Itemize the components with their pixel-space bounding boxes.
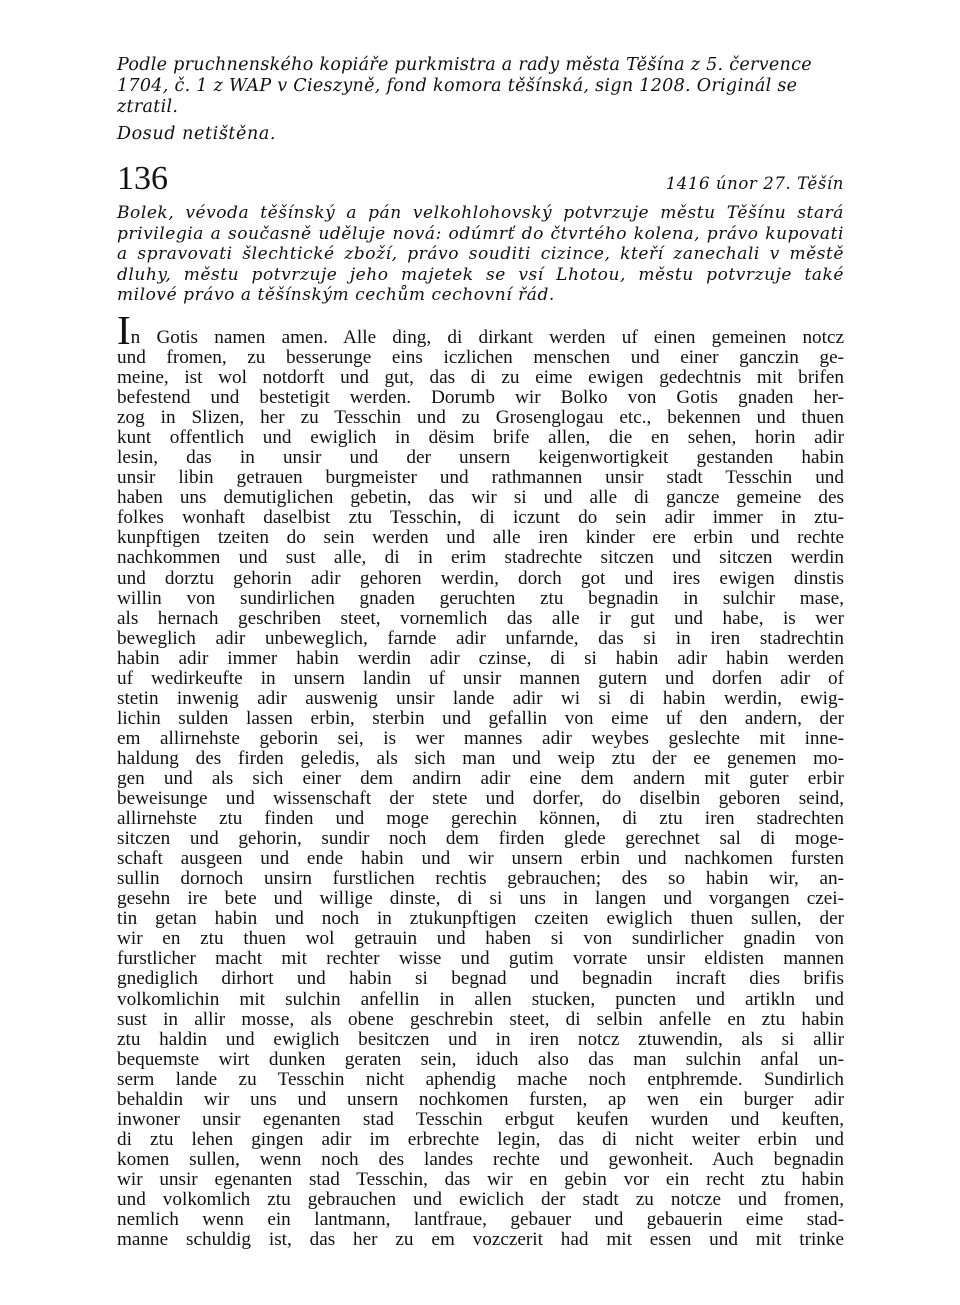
charter-line: kunt offentlich und ewiglich in dësim brife allen, die en sehen, horin adir <box>117 427 844 449</box>
charter-line: serm lande zu Tesschin nicht aphendig mache noch entphremde. Sundirlich <box>117 1068 844 1090</box>
charter-line: komen sullen, wenn noch des landes rechte und gewonheit. Auch begnadin <box>117 1148 844 1170</box>
charter-line: tin getan habin und noch in ztukunpftigen czeiten ewiglich thuen sullen, der <box>117 908 844 930</box>
charter-line: di ztu lehen gingen adir im erbrechte legin, das di nicht weiter erbin und <box>117 1128 844 1150</box>
charter-line: beweisunge und wissenschaft der stete und dorfer, do diselbin geboren seind, <box>117 788 844 810</box>
charter-line: furstlicher macht mit rechter wisse und gutim vorrate unsir eldisten mannen <box>117 948 844 970</box>
document-page <box>117 55 844 1250</box>
charter-line: und fromen, zu besserunge eins iczlichen menschen und einer ganczin ge- <box>117 347 844 369</box>
charter-line: kunpftigen tzeiten do sein werden und alle iren kinder ere erbin und rechte <box>117 527 844 549</box>
charter-line: und volkomlich ztu gebrauchen und ewiclich der stadt zu notcze und fromen, <box>117 1188 844 1210</box>
charter-line: als hernach geschriben steet, vornemlich das alle ir gut und habe, is wer <box>117 607 844 629</box>
charter-line: beweglich adir unbeweglich, farnde adir unfarnde, das si in iren stadrechtin <box>117 627 844 649</box>
charter-line: haldung des firden geledis, als sich man und weip ztu der ee genemen mo- <box>117 747 844 769</box>
charter-line: sitczen und gehorin, sundir noch dem firden glede gerechnet sal di moge- <box>117 828 844 850</box>
charter-line-first <box>117 306 844 353</box>
charter-line: ztu haldin und ewiglich besitczen und in iren notcz ztuwendin, als si allir <box>117 1028 844 1050</box>
charter-line: gesehn ire bete und willige dinste, di si uns in langen und vorgangen czei- <box>117 888 844 910</box>
charter-line: unsir libin getrauen burgmeister und rathmannen unsir stadt Tesschin und <box>117 467 844 489</box>
charter-line-text: n Gotis namen amen. Alle ding, di dirkant werden uf einen gemeinen notcz <box>130 326 844 348</box>
charter-line: folkes wonhaft daselbist ztu Tesschin, di iczunt do sein adir immer in ztu- <box>117 507 844 529</box>
charter-line: meine, ist wol notdorft und gut, das di zu eime ewigen gedechtnis mit brifen <box>117 367 844 389</box>
charter-line: lichin sulden lassen erbin, sterbin und gefallin von eime uf den andern, der <box>117 707 844 729</box>
charter-line: allirnehste ztu finden und moge gerechin können, di ztu iren stadrechten <box>117 808 844 830</box>
charter-line: sullin dornoch unsirn furstlichen rechtis gebrauchen; des so habin wir, an- <box>117 868 844 890</box>
document-number: 136 <box>117 160 168 197</box>
charter-line: und dorztu gehorin adir gehoren werdin, dorch got und ires ewigen dinstis <box>117 567 844 589</box>
charter-line: haben uns demutiglichen gebetin, das wir si und alle di gancze gemeine des <box>117 487 844 509</box>
charter-line: wir unsir egenanten stad Tesschin, das wir en gebin vor ein recht ztu habin <box>117 1168 844 1190</box>
charter-line: nemlich wenn ein lantmann, lantfraue, gebauer und gebauerin eime stad- <box>117 1209 844 1231</box>
charter-line: wir en ztu thuen wol getrauin und haben si von sundirlicher gnadin von <box>117 928 844 950</box>
charter-line: befestend und bestetigit werden. Dorumb wir Bolko von Gotis gnaden her- <box>117 387 844 409</box>
charter-line: manne schuldig ist, das her zu em vozczerit had mit essen und mit trinke <box>117 1229 844 1251</box>
charter-line: schaft ausgeen und ende habin und wir unsern erbin und nachkomen fursten <box>117 848 844 870</box>
charter-line: gnediglich dirhort und habin si begnad und begnadin incraft dies brifis <box>117 968 844 990</box>
charter-line: inwoner unsir egenanten stad Tesschin erbgut keufen wurden und keuften, <box>117 1108 844 1130</box>
charter-line: willin von sundirlichen gnaden geruchten ztu begnadin in sulchir mase, <box>117 587 844 609</box>
charter-line: nachkommen und sust alle, di in erim stadrechte sitczen und sitczen werdin <box>117 547 844 569</box>
charter-line: habin adir immer habin werdin adir czinse, di si habin adir habin werden <box>117 647 844 669</box>
charter-line: volkomlichin mit sulchin anfellin in allen stucken, puncten und artikln und <box>117 988 844 1010</box>
unprinted-note: Dosud netištěna. <box>117 124 277 144</box>
charter-text <box>117 306 844 1251</box>
charter-line: bequemste wirt dunken geraten sein, iduch also das man sulchin anfal un- <box>117 1048 844 1070</box>
charter-line: gen und als sich einer dem andirn adir eine dem andern mit guter erbir <box>117 768 844 789</box>
charter-line: lesin, das in unsir und der unsern keigenwortigkeit gestanden habin <box>117 447 844 469</box>
charter-line: behaldin wir uns und unsern nochkomen fursten, ap wen ein burger adir <box>117 1088 844 1110</box>
regest-summary: Bolek, vévoda těšínský a pán velkohlohovský potvrzuje městu Těšínu stará privilegia a současně uděluje nová: odúmrť do čtvrtého kolena, právo kupovati a spravovati šlechtické zboží, právo souditi cizince, kteří zanechali v městě dluhy, městu potvrzuje jeho majetek se vsí Lhotou, městu potvrzuje také milové právo a těšínským cechům cechovní řád. <box>117 203 844 306</box>
charter-line: stetin inwenig adir auswenig unsir lande adir wi si di habin werdin, ewig- <box>117 687 844 709</box>
charter-line: zog in Slizen, her zu Tesschin und zu Grosenglogau etc., bekennen und thuen <box>117 407 844 429</box>
document-header <box>117 161 844 197</box>
charter-line: uf wedirkeufte in unsern landin uf unsir mannen gutern und dorfen adir of <box>117 667 844 689</box>
initial-letter: I <box>117 306 131 353</box>
charter-line: sust in allir mosse, als obene geschrebin steet, di selbin anfelle en ztu habin <box>117 1008 844 1030</box>
charter-line: em allirnehste geborin sei, is wer mannes adir weybes geslechte mit inne- <box>117 727 844 749</box>
source-note: Podle pruchnenského kopiáře purkmistra a rady města Těšína z 5. července 1704, č. 1 z WAP v Cieszyně, fond komora těšínská, sign 1208. Originál se ztratil. <box>117 55 812 117</box>
document-date-place: 1416 únor 27. Těšín <box>665 174 844 193</box>
